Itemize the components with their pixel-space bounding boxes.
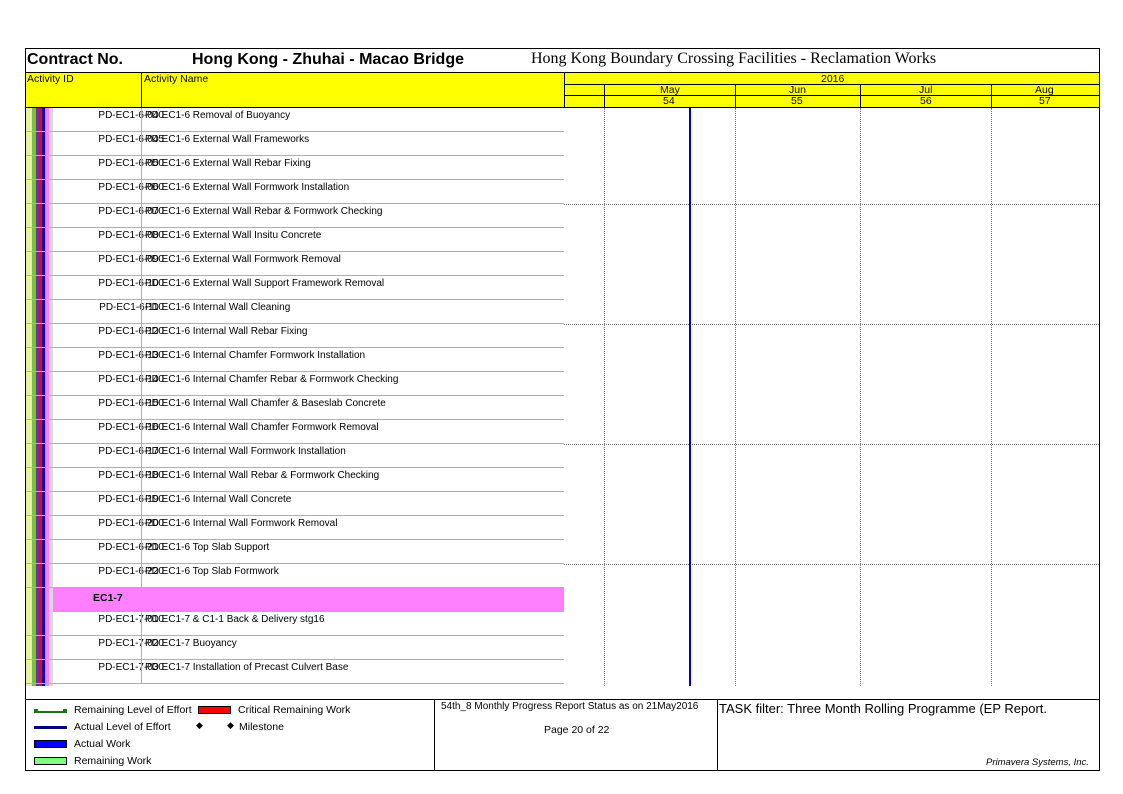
activity-name: PD EC1-6 Internal Wall Chamfer Formwork Removal xyxy=(145,422,379,433)
activity-name: PD EC1-6 Top Slab Support xyxy=(145,542,270,553)
activity-id: PD-EC1-6-200 xyxy=(98,518,164,529)
legend-actual-loe: Actual Level of Effort xyxy=(74,721,171,733)
header-divider xyxy=(564,73,565,107)
cell-divider xyxy=(141,516,142,540)
activity-row[interactable] xyxy=(26,396,564,420)
week-54: 54 xyxy=(663,95,675,107)
cell-divider xyxy=(141,492,142,516)
activity-row[interactable] xyxy=(26,444,564,468)
wbs-code: EC1-7 xyxy=(93,592,123,604)
cell-divider xyxy=(141,372,142,396)
cell-divider xyxy=(141,444,142,468)
activity-name: PD EC1-6 Internal Wall Rebar Fixing xyxy=(145,326,308,337)
wbs-group-row[interactable] xyxy=(53,588,564,612)
cell-divider xyxy=(141,348,142,372)
legend-actual-work: Actual Work xyxy=(74,738,131,750)
activity-id: PD-EC1-6-140 xyxy=(98,374,164,385)
month-may: May xyxy=(660,84,680,96)
activity-id: PD-EC1-6-170 xyxy=(98,446,164,457)
activity-row[interactable] xyxy=(26,204,564,228)
month-jul: Jul xyxy=(919,84,933,96)
activity-id: PD-EC1-6-040 xyxy=(98,110,164,121)
project-title: Hong Kong - Zhuhai - Macao Bridge xyxy=(192,51,464,68)
cell-divider xyxy=(141,108,142,132)
gantt-gridline xyxy=(735,108,736,686)
legend-footer xyxy=(26,699,1099,772)
activity-id-header: Activity ID xyxy=(27,73,74,85)
activity-id: PD-EC1-6-090 xyxy=(98,254,164,265)
activity-name: PD EC1-7 Buoyancy xyxy=(145,638,237,649)
activity-row[interactable] xyxy=(26,300,564,324)
activity-name: PD EC1-6 Internal Wall Chamfer & Baseslab Concrete xyxy=(145,398,386,409)
status-text: 54th_8 Monthly Progress Report Status as on 21May2016 xyxy=(441,701,699,712)
gantt-area xyxy=(564,108,1099,686)
activity-name-header: Activity Name xyxy=(144,73,209,85)
activity-row[interactable] xyxy=(26,132,564,156)
activity-name: PD EC1-6 External Wall Insitu Concrete xyxy=(145,230,322,241)
activity-id: PD-EC1-6-160 xyxy=(98,422,164,433)
timescale-divider xyxy=(991,84,992,107)
activity-name: PD EC1-6 Top Slab Formwork xyxy=(145,566,279,577)
activity-id: PD-EC1-6-070 xyxy=(98,206,164,217)
remaining-loe-swatch xyxy=(63,709,67,713)
activity-name: PD EC1-6 Internal Wall Concrete xyxy=(145,494,292,505)
week-55: 55 xyxy=(791,95,803,107)
data-date-line xyxy=(689,108,691,686)
contract-label: Contract No. xyxy=(27,51,123,68)
activity-id: PD-EC1-6-050 xyxy=(98,158,164,169)
activity-id: PD-EC1-7-010 xyxy=(98,614,164,625)
activity-row[interactable] xyxy=(26,276,564,300)
activity-id: PD-EC1-6-060 xyxy=(98,182,164,193)
activity-id: PD-EC1-6-220 xyxy=(98,566,164,577)
year-label: 2016 xyxy=(821,73,845,85)
cell-divider xyxy=(141,396,142,420)
activity-name: PD EC1-6 Internal Wall Cleaning xyxy=(145,302,291,313)
activity-row[interactable] xyxy=(26,564,564,588)
activity-name: PD EC1-6 External Wall Rebar Fixing xyxy=(145,158,311,169)
legend-remaining-work: Remaining Work xyxy=(74,755,152,767)
facility-title: Hong Kong Boundary Crossing Facilities - Reclamation Works xyxy=(531,50,937,67)
cell-divider xyxy=(141,612,142,636)
timescale-divider xyxy=(604,84,605,107)
header-divider xyxy=(141,73,142,107)
month-jun: Jun xyxy=(789,84,806,96)
activity-name: PD EC1-6 Internal Chamfer Rebar & Formwork Checking xyxy=(145,374,399,385)
cell-divider xyxy=(141,228,142,252)
cell-divider xyxy=(141,324,142,348)
activity-name: PD EC1-6 External Wall Rebar & Formwork Checking xyxy=(145,206,383,217)
activity-name: PD EC1-6 External Wall Formwork Installation xyxy=(145,182,350,193)
remaining-work-swatch xyxy=(34,757,67,765)
activity-id: PD-EC1-6-130 xyxy=(98,350,164,361)
cell-divider xyxy=(141,276,142,300)
month-aug: Aug xyxy=(1035,84,1054,96)
cell-divider xyxy=(141,132,142,156)
gantt-gridline xyxy=(564,324,1099,325)
activity-row[interactable] xyxy=(26,348,564,372)
task-filter: TASK filter: Three Month Rolling Programme (EP Report. xyxy=(719,701,1048,716)
activity-row[interactable] xyxy=(26,108,564,132)
activity-row[interactable] xyxy=(26,252,564,276)
title-row xyxy=(26,49,1099,72)
activity-id: PD-EC1-6-120 xyxy=(98,326,164,337)
activity-row[interactable] xyxy=(26,228,564,252)
cell-divider xyxy=(141,660,142,684)
actual-work-swatch xyxy=(34,740,67,748)
report-frame xyxy=(25,48,1100,771)
milestone-diamond-icon: ◆ xyxy=(196,720,203,730)
activity-name: PD EC1-6 Removal of Buoyancy xyxy=(145,110,291,121)
gantt-gridline xyxy=(860,108,861,686)
footer-divider xyxy=(434,700,435,771)
cell-divider xyxy=(141,156,142,180)
actual-loe-swatch xyxy=(34,726,67,729)
activity-name: PD EC1-6 Internal Wall Formwork Installation xyxy=(145,446,346,457)
activity-row[interactable] xyxy=(26,324,564,348)
cell-divider xyxy=(141,204,142,228)
activity-name: PD EC1-6 External Wall Support Framework Removal xyxy=(145,278,385,289)
activity-name: PD EC1-7 Installation of Precast Culvert Base xyxy=(145,662,349,673)
footer-divider xyxy=(717,700,718,771)
activity-name: PD EC1-6 Internal Wall Rebar & Formwork Checking xyxy=(145,470,380,481)
week-56: 56 xyxy=(920,95,932,107)
week-57: 57 xyxy=(1039,95,1051,107)
activity-id: PD-EC1-6-180 xyxy=(98,470,164,481)
activity-row[interactable] xyxy=(26,612,564,636)
legend-remaining-loe: Remaining Level of Effort xyxy=(74,704,192,716)
activity-row[interactable] xyxy=(26,516,564,540)
activity-row[interactable] xyxy=(26,372,564,396)
activity-name: PD EC1-7 & C1-1 Back & Delivery stg16 xyxy=(145,614,325,625)
activity-row[interactable] xyxy=(26,468,564,492)
vendor-credit: Primavera Systems, Inc. xyxy=(986,757,1089,768)
milestone-diamond-icon: ◆ xyxy=(227,720,234,730)
timescale-line xyxy=(564,84,1099,85)
gantt-gridline xyxy=(604,108,605,686)
gantt-gridline xyxy=(564,204,1099,205)
legend-milestone: Milestone xyxy=(239,721,284,733)
cell-divider xyxy=(141,468,142,492)
cell-divider xyxy=(141,636,142,660)
remaining-loe-swatch xyxy=(34,709,38,713)
activity-row[interactable] xyxy=(26,636,564,660)
cell-divider xyxy=(141,300,142,324)
activity-row[interactable] xyxy=(26,540,564,564)
timescale-divider xyxy=(860,84,861,107)
activity-row[interactable] xyxy=(26,180,564,204)
cell-divider xyxy=(141,180,142,204)
activity-row[interactable] xyxy=(26,660,564,684)
activity-id: PD-EC1-6-110 xyxy=(99,302,164,313)
activity-id: PD-EC1-6-080 xyxy=(98,230,164,241)
timescale-line xyxy=(564,95,1099,96)
legend-critical-remaining: Critical Remaining Work xyxy=(238,704,351,716)
activity-id: PD-EC1-6-190 xyxy=(98,494,164,505)
activity-id: PD-EC1-6-045 xyxy=(98,134,164,145)
activity-id: PD-EC1-7-030 xyxy=(98,662,164,673)
cell-divider xyxy=(141,564,142,588)
cell-divider xyxy=(141,252,142,276)
page-number: Page 20 of 22 xyxy=(544,724,610,736)
activity-id: PD-EC1-7-020 xyxy=(98,638,164,649)
activity-name: PD EC1-6 External Wall Formwork Removal xyxy=(145,254,341,265)
column-header xyxy=(26,72,1099,108)
activity-id: PD-EC1-6-150 xyxy=(98,398,164,409)
activity-row[interactable] xyxy=(26,156,564,180)
timescale-divider xyxy=(735,84,736,107)
activity-name: PD EC1-6 Internal Wall Formwork Removal xyxy=(145,518,338,529)
activity-name: PD EC1-6 External Wall Frameworks xyxy=(145,134,310,145)
activity-name: PD EC1-6 Internal Chamfer Formwork Installation xyxy=(145,350,366,361)
cell-divider xyxy=(141,540,142,564)
activity-id: PD-EC1-6-210 xyxy=(98,542,164,553)
gantt-gridline xyxy=(564,444,1099,445)
activity-row[interactable] xyxy=(26,420,564,444)
critical-remaining-swatch xyxy=(198,706,231,714)
activity-row[interactable] xyxy=(26,492,564,516)
gantt-gridline xyxy=(991,108,992,686)
cell-divider xyxy=(141,420,142,444)
gantt-gridline xyxy=(564,564,1099,565)
activity-id: PD-EC1-6-100 xyxy=(98,278,164,289)
